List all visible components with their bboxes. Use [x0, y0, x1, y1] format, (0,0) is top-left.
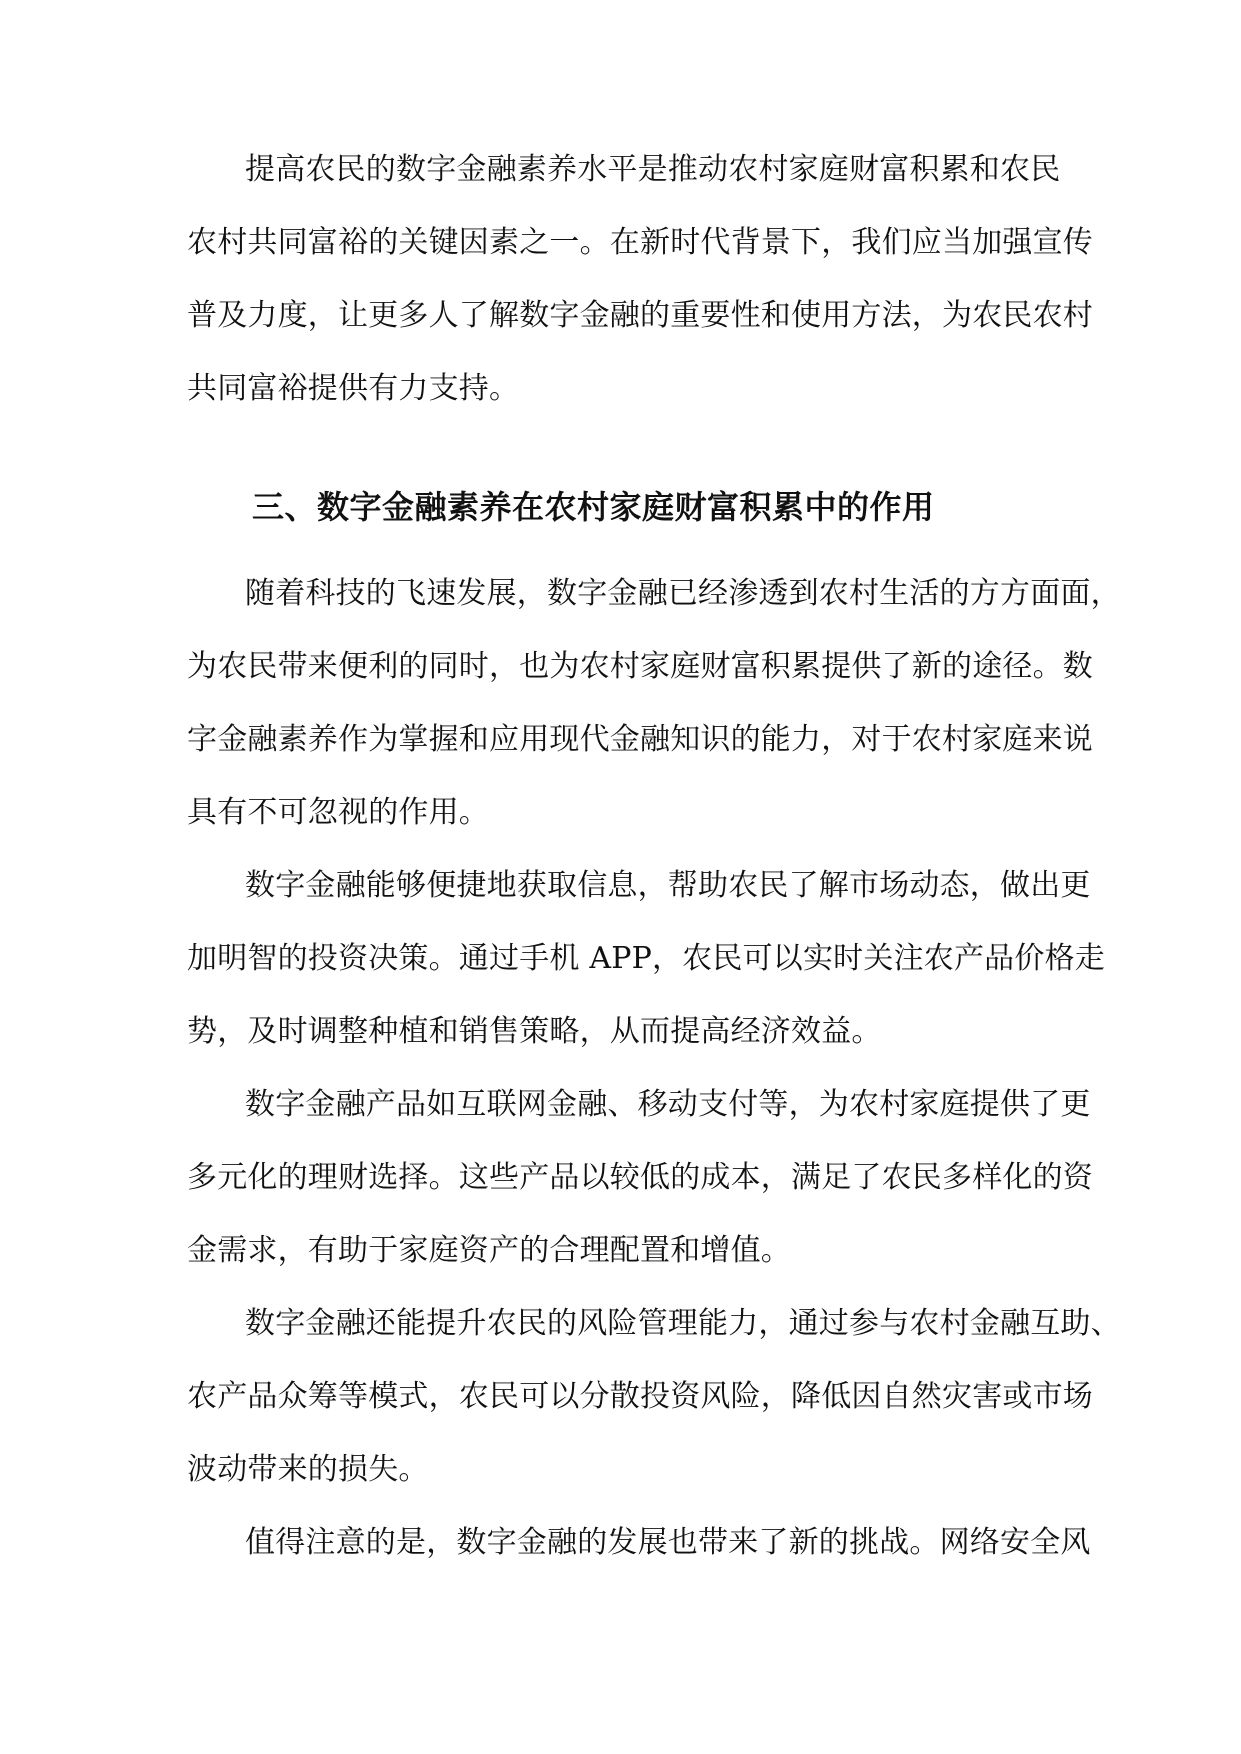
paragraph-line: 共同富裕提供有力支持。 [187, 371, 520, 406]
paragraph-line: 提高农民的数字金融素养水平是推动农村家庭财富积累和农民 [245, 152, 1061, 187]
paragraph-line: 多元化的理财选择。这些产品以较低的成本，满足了农民多样化的资 [187, 1160, 1093, 1195]
paragraph-line: 波动带来的损失。 [187, 1452, 429, 1487]
paragraph-line: 随着科技的飞速发展，数字金融已经渗透到农村生活的方方面面， [245, 576, 1121, 611]
paragraph-line: 为农民带来便利的同时，也为农村家庭财富积累提供了新的途径。数 [187, 649, 1093, 684]
paragraph-line: 字金融素养作为掌握和应用现代金融知识的能力，对于农村家庭来说 [187, 722, 1093, 757]
paragraph-line: 普及力度，让更多人了解数字金融的重要性和使用方法，为农民农村 [187, 298, 1093, 333]
paragraph-line: 势，及时调整种植和销售策略，从而提高经济效益。 [187, 1014, 882, 1049]
paragraph-line: 具有不可忽视的作用。 [187, 795, 489, 830]
paragraph-line: 金需求，有助于家庭资产的合理配置和增值。 [187, 1233, 791, 1268]
paragraph-line: 值得注意的是，数字金融的发展也带来了新的挑战。网络安全风 [245, 1525, 1091, 1560]
paragraph-line: 加明智的投资决策。通过手机 APP，农民可以实时关注农产品价格走 [187, 941, 1105, 976]
paragraph-line: 数字金融产品如互联网金融、移动支付等，为农村家庭提供了更 [245, 1087, 1091, 1122]
paragraph-line: 农产品众筹等模式，农民可以分散投资风险，降低因自然灾害或市场 [187, 1379, 1093, 1414]
paragraph-line: 数字金融还能提升农民的风险管理能力，通过参与农村金融互助、 [245, 1306, 1121, 1341]
paragraph-line: 农村共同富裕的关键因素之一。在新时代背景下，我们应当加强宣传 [187, 225, 1093, 260]
paragraph-line: 数字金融能够便捷地获取信息，帮助农民了解市场动态，做出更 [245, 868, 1091, 903]
section-heading: 三、数字金融素养在农村家庭财富积累中的作用 [252, 488, 935, 526]
